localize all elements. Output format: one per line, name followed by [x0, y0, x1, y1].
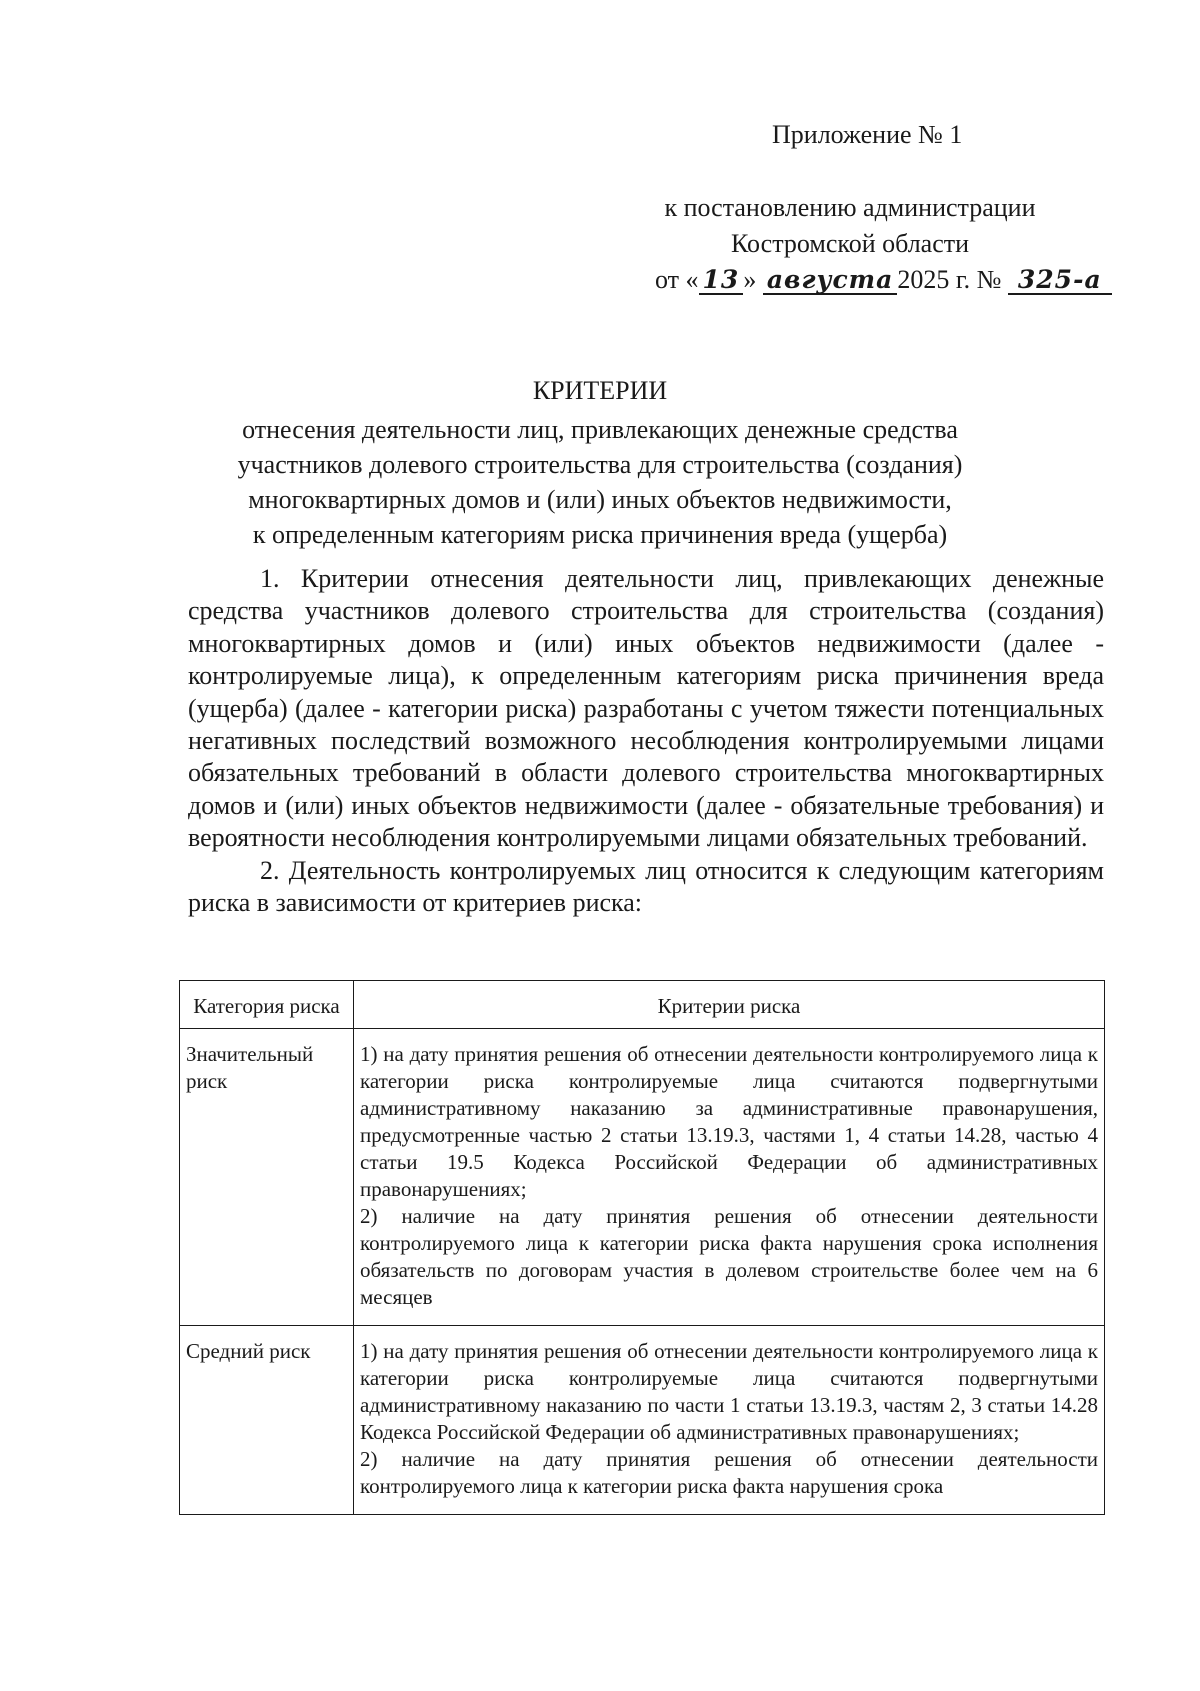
table-row: [180, 1029, 1105, 1326]
table-row: [180, 1326, 1105, 1515]
risk-category-cell: Значительный риск: [180, 1029, 354, 1326]
header-risk-criteria: Критерии риска: [354, 981, 1105, 1029]
handwritten-decree-number: 325-а: [1008, 267, 1112, 295]
body-text: [188, 563, 1104, 919]
handwritten-month: августа: [763, 267, 898, 295]
paragraph-2: 2. Деятельность контролируемых лиц относится к следующим категориям риска в зависимости от критериев риска:: [188, 855, 1104, 918]
subtitle-line: многоквартирных домов и (или) иных объектов недвижимости,: [248, 485, 952, 514]
date-quote-close: »: [743, 265, 757, 294]
subtitle-line: к определенным категориям риска причинения вреда (ущерба): [252, 520, 948, 549]
subtitle-line: участников долевого строительства для строительства (создания): [237, 450, 963, 479]
criteria-item: 2) наличие на дату принятия решения об отнесении деятельности контролируемого лица к категории риска факта нарушения срока исполнения обязательств по договорам участия в долевом строительстве более чем на 6 месяцев: [360, 1204, 1098, 1309]
subtitle-line: отнесения деятельности лиц, привлекающих денежные средства: [242, 415, 958, 444]
criteria-item: 1) на дату принятия решения об отнесении деятельности контролируемого лица к категории риска контролируемые лица считаются подвергнутыми административному наказанию за административные правонарушения, предусмотренные частью 2 статьи 13.19.3, частями 1, 4 статьи 14.28, частью 4 статьи 19.5 Кодекса Российской Федерации об административных правонарушениях;: [360, 1042, 1098, 1201]
document-title: КРИТЕРИИ: [532, 376, 668, 405]
risk-criteria-table: [179, 980, 1105, 1515]
date-prefix: от «: [655, 265, 699, 294]
risk-criteria-cell: [354, 1326, 1105, 1515]
table-header-row: [180, 981, 1105, 1029]
criteria-item: 1) на дату принятия решения об отнесении деятельности контролируемого лица к категории риска контролируемые лица считаются подвергнутыми административному наказанию по части 1 статьи 13.19.3, частям 2, 3 статьи 14.28 Кодекса Российской Федерации об административных правонарушениях;: [360, 1339, 1098, 1444]
document-subtitle: [170, 412, 1030, 552]
date-year: 2025 г. №: [897, 265, 1002, 294]
decree-line-1: к постановлению администрации: [664, 193, 1036, 222]
appendix-number: Приложение № 1: [772, 120, 963, 149]
risk-category-cell: Средний риск: [180, 1326, 354, 1515]
decree-date-line: [600, 262, 1100, 298]
decree-reference: [600, 190, 1100, 298]
header-risk-category: Категория риска: [180, 981, 354, 1029]
paragraph-1: 1. Критерии отнесения деятельности лиц, привлекающих денежные средства участников долевого строительства для строительства (создания) многоквартирных домов и (или) иных объектов недвижимости (далее - контролируемые лица), к определенным категориям риска причинения вреда (ущерба) (далее - категории риска) разработаны с учетом тяжести потенциальных негативных последствий возможного несоблюдения контролируемыми лицами обязательных требований в области долевого строительства многоквартирных домов и (или) иных объектов недвижимости (далее - обязательные требования) и вероятности несоблюдения контролируемыми лицами обязательных требований.: [188, 564, 1104, 853]
decree-line-2: Костромской области: [730, 229, 970, 258]
criteria-item: 2) наличие на дату принятия решения об отнесении деятельности контролируемого лица к категории риска факта нарушения срока: [360, 1447, 1098, 1498]
handwritten-day: 13: [699, 267, 744, 295]
risk-criteria-cell: [354, 1029, 1105, 1326]
